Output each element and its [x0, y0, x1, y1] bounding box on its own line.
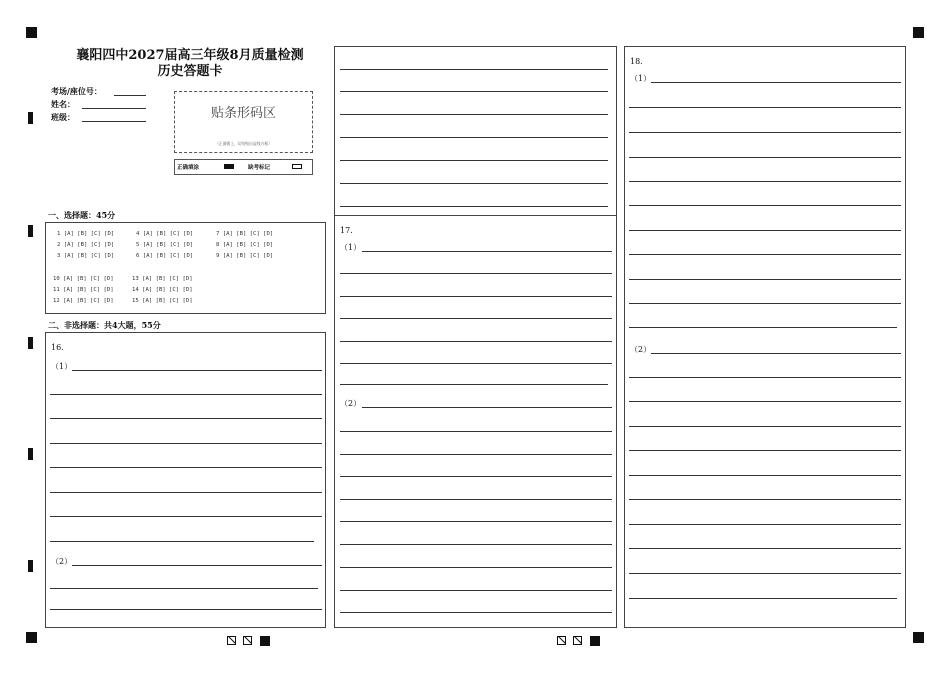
timing-mark: [28, 560, 33, 572]
answer-line[interactable]: [50, 588, 318, 589]
answer-line[interactable]: [629, 426, 901, 427]
answer-line[interactable]: [50, 394, 322, 395]
q18-part2-label: （2）: [630, 345, 652, 354]
answer-line[interactable]: [629, 132, 901, 133]
answer-line[interactable]: [629, 475, 901, 476]
answer-line[interactable]: [340, 544, 612, 545]
q17-number: 17.: [340, 226, 353, 235]
section1-heading: 一、选择题：45分: [48, 210, 116, 220]
mcq-option-row[interactable]: 12 [A] [B] [C] [D]: [53, 298, 114, 304]
barcode-note: （正面朝上，切勿贴出虚线方框）: [215, 141, 272, 146]
timing-mark: [28, 112, 33, 124]
name-label: 姓名：: [51, 99, 75, 109]
answer-line[interactable]: [340, 476, 612, 477]
answer-line[interactable]: [340, 590, 612, 591]
mcq-option-row[interactable]: 3 [A] [B] [C] [D]: [57, 253, 115, 259]
page-marker-hatched: [227, 636, 236, 645]
answer-line[interactable]: [340, 567, 612, 568]
answer-line[interactable]: [340, 341, 612, 342]
answer-line[interactable]: [629, 377, 901, 378]
mcq-option-row[interactable]: 4 [A] [B] [C] [D]: [136, 231, 194, 237]
answer-line[interactable]: [50, 609, 322, 610]
class-field[interactable]: [82, 121, 146, 122]
answer-line[interactable]: [340, 273, 612, 274]
absent-mark-label: 缺考标记: [248, 165, 271, 171]
mcq-option-row[interactable]: 6 [A] [B] [C] [D]: [136, 253, 194, 259]
answer-line[interactable]: [340, 91, 608, 92]
mcq-option-row[interactable]: 14 [A] [B] [C] [D]: [132, 287, 193, 293]
answer-line[interactable]: [340, 499, 612, 500]
mcq-panel: [45, 222, 326, 314]
q17-part1-label: （1）: [340, 243, 362, 252]
corner-mark-top-left: [26, 27, 37, 38]
answer-line[interactable]: [629, 450, 901, 451]
corner-mark-top-right: [913, 27, 924, 38]
answer-line[interactable]: [629, 205, 901, 206]
answer-line[interactable]: [629, 157, 901, 158]
answer-line[interactable]: [340, 521, 612, 522]
correct-fill-swatch: [224, 164, 234, 169]
exam-title: 襄阳四中2027届高三年级8月质量检测: [76, 48, 304, 63]
mcq-option-row[interactable]: 11 [A] [B] [C] [D]: [53, 287, 114, 293]
page-marker-hatched: [557, 636, 566, 645]
fill-legend: [174, 159, 313, 175]
absent-mark-box[interactable]: [292, 164, 302, 169]
q16-part1-label: （1）: [51, 362, 73, 371]
answer-line[interactable]: [340, 318, 612, 319]
answer-line[interactable]: [629, 279, 901, 280]
timing-mark: [28, 337, 33, 349]
answer-line[interactable]: [72, 565, 322, 566]
timing-mark: [28, 225, 33, 237]
name-field[interactable]: [82, 108, 146, 109]
answer-line[interactable]: [651, 353, 901, 354]
answer-line[interactable]: [50, 516, 322, 517]
answer-line[interactable]: [629, 598, 897, 599]
mcq-option-row[interactable]: 2 [A] [B] [C] [D]: [57, 242, 115, 248]
mcq-option-row[interactable]: 15 [A] [B] [C] [D]: [132, 298, 193, 304]
answer-line[interactable]: [629, 401, 901, 402]
exam-seat-field[interactable]: [114, 95, 146, 96]
answer-line[interactable]: [50, 418, 322, 419]
mcq-option-row[interactable]: 5 [A] [B] [C] [D]: [136, 242, 194, 248]
q15-continuation-panel: [334, 46, 617, 216]
answer-line[interactable]: [340, 296, 612, 297]
exam-seat-label: 考场/座位号：: [51, 86, 102, 96]
q18-panel: [624, 46, 906, 628]
correct-fill-label: 正确填涂: [177, 165, 200, 171]
mcq-option-row[interactable]: 9 [A] [B] [C] [D]: [216, 253, 274, 259]
page-marker-filled: [260, 636, 270, 646]
q17-part2-label: （2）: [340, 399, 362, 408]
mcq-option-row[interactable]: 10 [A] [B] [C] [D]: [53, 276, 114, 282]
answer-line[interactable]: [340, 114, 608, 115]
q18-number: 18.: [630, 57, 643, 66]
answer-line[interactable]: [340, 454, 612, 455]
page-marker-hatched: [573, 636, 582, 645]
answer-line[interactable]: [72, 370, 322, 371]
answer-line[interactable]: [50, 492, 322, 493]
answer-line[interactable]: [629, 548, 901, 549]
answer-line[interactable]: [340, 69, 608, 70]
answer-line[interactable]: [340, 206, 608, 207]
answer-line[interactable]: [362, 251, 612, 252]
mcq-option-row[interactable]: 1 [A] [B] [C] [D]: [57, 231, 115, 237]
answer-line[interactable]: [629, 524, 901, 525]
q16-number: 16.: [51, 343, 64, 352]
answer-line[interactable]: [629, 181, 901, 182]
answer-line[interactable]: [340, 384, 608, 385]
class-label: 班级：: [51, 112, 75, 122]
answer-line[interactable]: [629, 107, 901, 108]
answer-line[interactable]: [629, 254, 901, 255]
answer-line[interactable]: [629, 573, 901, 574]
mcq-option-row[interactable]: 7 [A] [B] [C] [D]: [216, 231, 274, 237]
answer-line[interactable]: [362, 407, 612, 408]
answer-line[interactable]: [50, 541, 314, 542]
answer-line[interactable]: [340, 612, 612, 613]
q16-part2-label: （2）: [51, 557, 73, 566]
corner-mark-bottom-left: [26, 632, 37, 643]
timing-mark: [28, 448, 33, 460]
answer-line[interactable]: [629, 303, 901, 304]
barcode-title: 贴条形码区: [210, 106, 276, 121]
answer-line[interactable]: [340, 160, 608, 161]
mcq-option-row[interactable]: 13 [A] [B] [C] [D]: [132, 276, 193, 282]
answer-line[interactable]: [340, 363, 612, 364]
mcq-option-row[interactable]: 8 [A] [B] [C] [D]: [216, 242, 274, 248]
answer-sheet-title: 历史答题卡: [157, 64, 223, 79]
answer-line[interactable]: [340, 183, 608, 184]
page-marker-hatched: [243, 636, 252, 645]
answer-line[interactable]: [629, 230, 901, 231]
corner-mark-bottom-right: [913, 632, 924, 643]
q18-part1-label: （1）: [630, 74, 652, 83]
section2-heading: 二、非选择题：共4大题，55分: [48, 320, 161, 330]
answer-line[interactable]: [50, 467, 322, 468]
q16-panel: [45, 332, 326, 628]
page-marker-filled: [590, 636, 600, 646]
answer-line[interactable]: [340, 431, 612, 432]
answer-line[interactable]: [50, 443, 322, 444]
answer-line[interactable]: [651, 82, 901, 83]
answer-line[interactable]: [340, 137, 608, 138]
barcode-area: [174, 91, 313, 153]
answer-line[interactable]: [629, 327, 897, 328]
answer-line[interactable]: [629, 499, 901, 500]
